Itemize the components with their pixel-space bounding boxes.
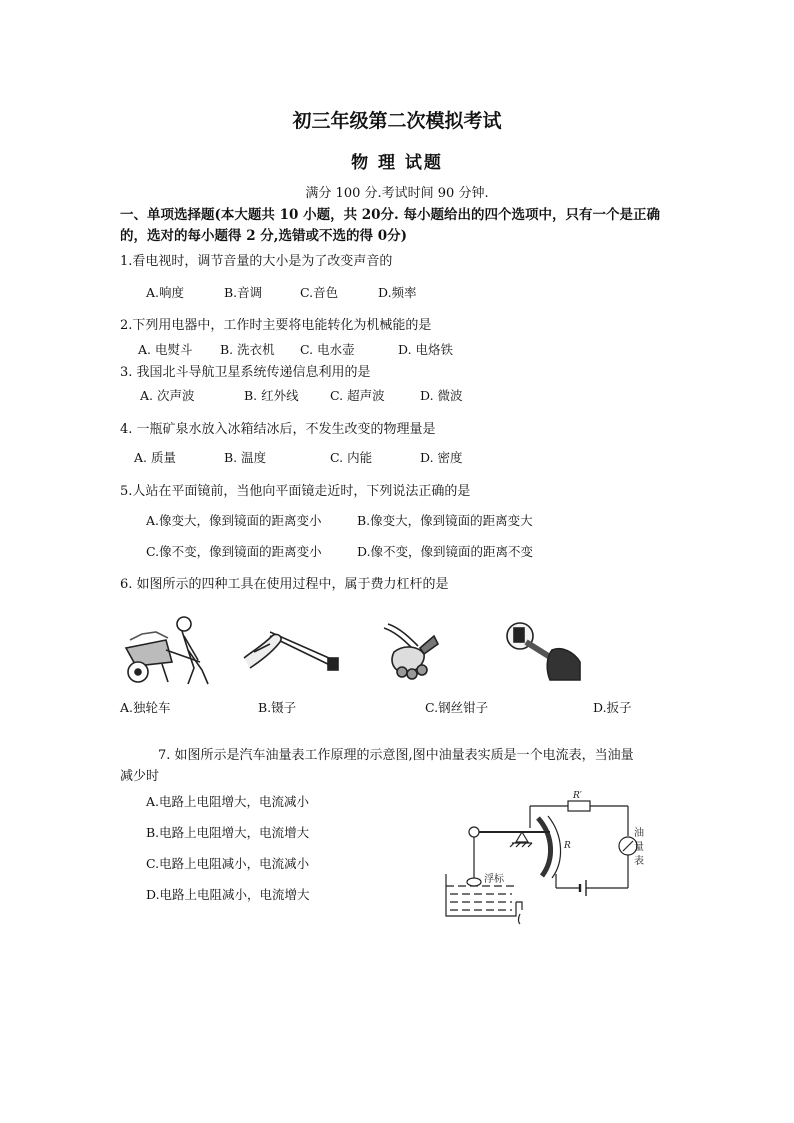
q2-option-a: A. 电熨斗: [138, 342, 193, 357]
q3-option-b: B. 红外线: [244, 388, 299, 403]
q6-option-a: A.独轮车: [120, 700, 171, 715]
q5-option-c: C.像不变，像到镜面的距离变小: [146, 544, 322, 559]
q4-option-a: A. 质量: [134, 450, 176, 465]
q4-option-c: C. 内能: [330, 450, 373, 465]
q5-option-d: D.像不变，像到镜面的距离不变: [357, 544, 534, 559]
label-r: R: [564, 841, 571, 851]
q3-option-a: A. 次声波: [140, 388, 195, 403]
q6-option-b: B.镊子: [258, 700, 297, 715]
q5-option-a: A.像变大，像到镜面的距离变小: [146, 513, 322, 528]
q2-option-d: D. 电烙铁: [398, 342, 454, 357]
fuel-gauge-circuit-diagram: [440, 788, 650, 928]
q4-stem: 4. 一瓶矿泉水放入冰箱结冰后，不发生改变的物理量是: [120, 422, 436, 437]
resistor-r-prime: [568, 801, 590, 811]
q6-stem: 6. 如图所示的四种工具在使用过程中，属于费力杠杆的是: [120, 577, 449, 592]
subject-title: 物 理 试题: [351, 153, 443, 173]
q3-stem: 3. 我国北斗导航卫星系统传递信息利用的是: [120, 365, 371, 380]
q4-option-d: D. 密度: [420, 450, 463, 465]
label-meter-3: 表: [634, 856, 644, 867]
q1-option-b: B.音调: [224, 285, 263, 300]
q5-option-b: B.像变大，像到镜面的距离变大: [357, 513, 533, 528]
q3-option-d: D. 微波: [420, 388, 463, 403]
q3-option-c: C. 超声波: [330, 388, 385, 403]
label-float: 浮标: [484, 874, 504, 885]
label-meter-2: 量: [634, 842, 644, 853]
exam-note: 满分 100 分.考试时间 90 分钟.: [305, 186, 489, 201]
q7-stem-line1: 7. 如图所示是汽车油量表工作原理的示意图,图中油量表实质是一个电流表，当油量: [158, 748, 634, 763]
section-heading-line2: 的，选对的每小题得 2 分,选错或不选的得 0分): [120, 228, 407, 244]
label-r-prime: R′: [573, 791, 582, 801]
q7-stem-line2: 减少时: [120, 769, 160, 784]
q5-stem: 5.人站在平面镜前，当他向平面镜走近时，下列说法正确的是: [120, 484, 471, 499]
section-heading-line1: 一、单项选择题(本大题共 10 小题，共 20分. 每小题给出的四个选项中，只有一个是正确: [120, 207, 660, 223]
q7-option-b: B.电路上电阻增大，电流增大: [146, 825, 310, 840]
q1-option-c: C.音色: [300, 285, 339, 300]
pliers-figure: [380, 622, 462, 684]
q6-option-d: D.扳子: [593, 700, 632, 715]
label-meter-1: 油: [634, 828, 644, 839]
q2-stem: 2.下列用电器中，工作时主要将电能转化为机械能的是: [120, 318, 432, 333]
wheelbarrow-figure: [122, 610, 218, 686]
wrench-figure: [500, 618, 584, 682]
q7-option-a: A.电路上电阻增大，电流减小: [146, 794, 310, 809]
exam-title: 初三年级第二次模拟考试: [292, 110, 502, 132]
q6-option-c: C.钢丝钳子: [425, 700, 489, 715]
q1-stem: 1.看电视时，调节音量的大小是为了改变声音的: [120, 254, 393, 269]
q2-option-b: B. 洗衣机: [220, 342, 275, 357]
q7-option-c: C.电路上电阻减小，电流减小: [146, 856, 310, 871]
tweezers-figure: [240, 622, 344, 674]
q1-option-d: D.频率: [378, 285, 417, 300]
q1-option-a: A.响度: [146, 285, 185, 300]
q4-option-b: B. 温度: [224, 450, 267, 465]
q2-option-c: C. 电水壶: [300, 342, 355, 357]
q7-option-d: D.电路上电阻减小，电流增大: [146, 887, 310, 902]
